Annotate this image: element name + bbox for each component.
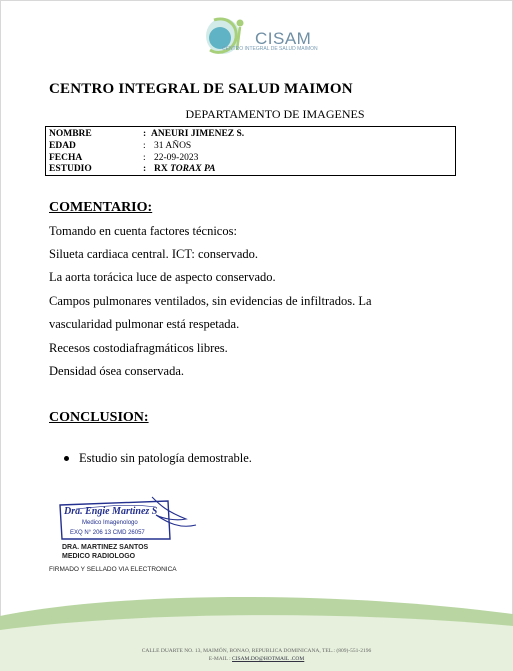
footer-address: CALLE DUARTE NO. 13, MAIMÓN, BONAO, REPUBLICA DOMINICANA, TEL.: (809)-551-2196 — [141, 648, 372, 654]
department-title: DEPARTAMENTO DE IMAGENES — [185, 107, 365, 121]
signature-note: FIRMADO Y SELLADO VIA ELECTRONICA — [49, 566, 177, 573]
patient-label: EDAD — [49, 141, 76, 151]
logo-subtitle: CENTRO INTEGRAL DE SALUD MAIMON — [222, 46, 318, 52]
comment-line: Silueta cardiaca central. ICT: conservado. — [49, 247, 259, 261]
bullet-icon — [64, 456, 69, 461]
patient-label: NOMBRE — [49, 129, 92, 139]
comment-line: Campos pulmonares ventilados, sin evidencias de infiltrados. La — [49, 294, 372, 308]
footer-email-label: E-MAIL : — [208, 656, 233, 662]
patient-study-value — [154, 163, 215, 175]
study-italic: TORAX PA — [170, 164, 216, 174]
comment-line: Tomando en cuenta factores técnicos: — [49, 224, 237, 238]
patient-colon: : — [143, 153, 146, 163]
comment-line: Densidad ósea conservada. — [49, 364, 185, 378]
patient-date-value: 22-09-2023 — [154, 153, 199, 163]
patient-colon: : — [143, 141, 146, 151]
signer-title: MEDICO RADIOLOGO — [62, 553, 136, 560]
stamp-name: Dra. Engie Martinez S — [64, 506, 158, 517]
department-line — [0, 107, 513, 122]
comment-line: vascularidad pulmonar está respetada. — [49, 317, 240, 331]
comment-line: Recesos costodiafragmáticos libres. — [49, 341, 228, 355]
conclusion-heading: CONCLUSION: — [49, 410, 149, 425]
conclusion-item: Estudio sin patología demostrable. — [79, 451, 252, 465]
footer-email-link[interactable]: CISAM.DO@HOTMAIL .COM — [232, 656, 305, 662]
signer-name: DRA. MARTINEZ SANTOS — [62, 544, 149, 551]
logo-name: CISAM — [255, 29, 312, 48]
institution-title: CENTRO INTEGRAL DE SALUD MAIMON — [49, 81, 353, 97]
patient-colon: : — [143, 129, 147, 139]
footer-contact — [0, 656, 513, 662]
stamp-license: EXQ N° 206 13 CMD 26057 — [70, 530, 145, 536]
patient-colon: : — [143, 164, 147, 174]
patient-label: FECHA — [49, 153, 83, 163]
study-prefix: RX — [154, 164, 171, 174]
stamp-role: Medico Imagenologo — [82, 520, 138, 526]
patient-info-box — [45, 126, 456, 176]
patient-age-value: 31 AÑOS — [154, 141, 192, 151]
patient-name-value: ANEURI JIMENEZ S. — [151, 129, 245, 139]
comment-heading: COMENTARIO: — [49, 200, 153, 215]
comment-line: La aorta torácica luce de aspecto conservado. — [49, 270, 276, 284]
patient-label: ESTUDIO — [49, 164, 92, 174]
